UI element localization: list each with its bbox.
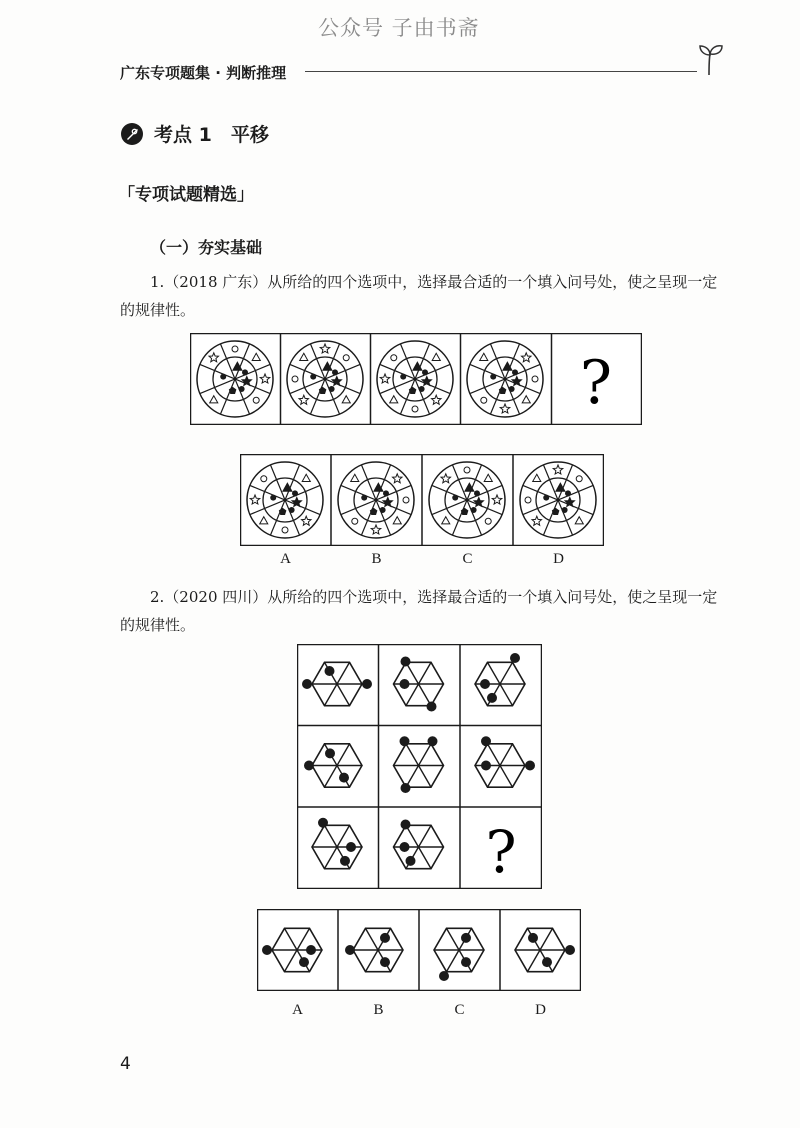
q1-option-labels <box>240 551 604 568</box>
option-label-c[interactable]: C <box>462 551 473 567</box>
running-header-title: 广东专项题集 · 判断推理 <box>120 64 287 82</box>
section-heading <box>120 120 269 147</box>
pen-circle-icon <box>120 122 144 146</box>
option-label-d[interactable]: D <box>553 551 564 567</box>
question-1-text: 1.（2018 广东）从所给的四个选项中，选择最合适的一个填入问号处，使之呈现一定的规律性。 <box>120 273 718 319</box>
option-label-b[interactable]: B <box>373 1002 384 1018</box>
q2-stem-grid <box>297 644 542 889</box>
part-heading: （一）夯实基础 <box>150 238 263 257</box>
q1-options-figures <box>240 454 604 546</box>
q1-option-wheel <box>338 462 414 538</box>
q1-stem-wheel <box>377 341 453 417</box>
q1-stem-wheel <box>197 341 273 417</box>
q1-option-wheel <box>247 462 323 538</box>
q1-stem-figures <box>190 333 642 425</box>
option-label-c[interactable]: C <box>454 1002 465 1018</box>
q1-stem-wheel <box>467 341 543 417</box>
page-number: 4 <box>120 1054 131 1074</box>
q1-question-mark: ? <box>579 348 613 418</box>
subsection-title: 「专项试题精选」 <box>118 185 254 205</box>
option-label-a[interactable]: A <box>280 551 291 567</box>
header-rule <box>305 71 697 72</box>
q1-option-wheel <box>429 462 505 538</box>
q1-option-wheel <box>520 462 596 538</box>
option-label-d[interactable]: D <box>535 1002 546 1018</box>
watermark: 公众号 子由书斋 <box>318 16 480 40</box>
option-label-a[interactable]: A <box>292 1002 303 1018</box>
section-title: 考点 1 平移 <box>154 124 269 146</box>
q2-options-figures <box>257 909 581 991</box>
sprout-icon <box>695 42 725 76</box>
q2-question-mark: ? <box>485 818 517 886</box>
question-2-text: 2.（2020 四川）从所给的四个选项中，选择最合适的一个填入问号处，使之呈现一定的规律性。 <box>120 588 718 634</box>
option-label-b[interactable]: B <box>371 551 382 567</box>
q2-option-labels <box>257 1002 581 1019</box>
q1-stem-wheel <box>287 341 363 417</box>
